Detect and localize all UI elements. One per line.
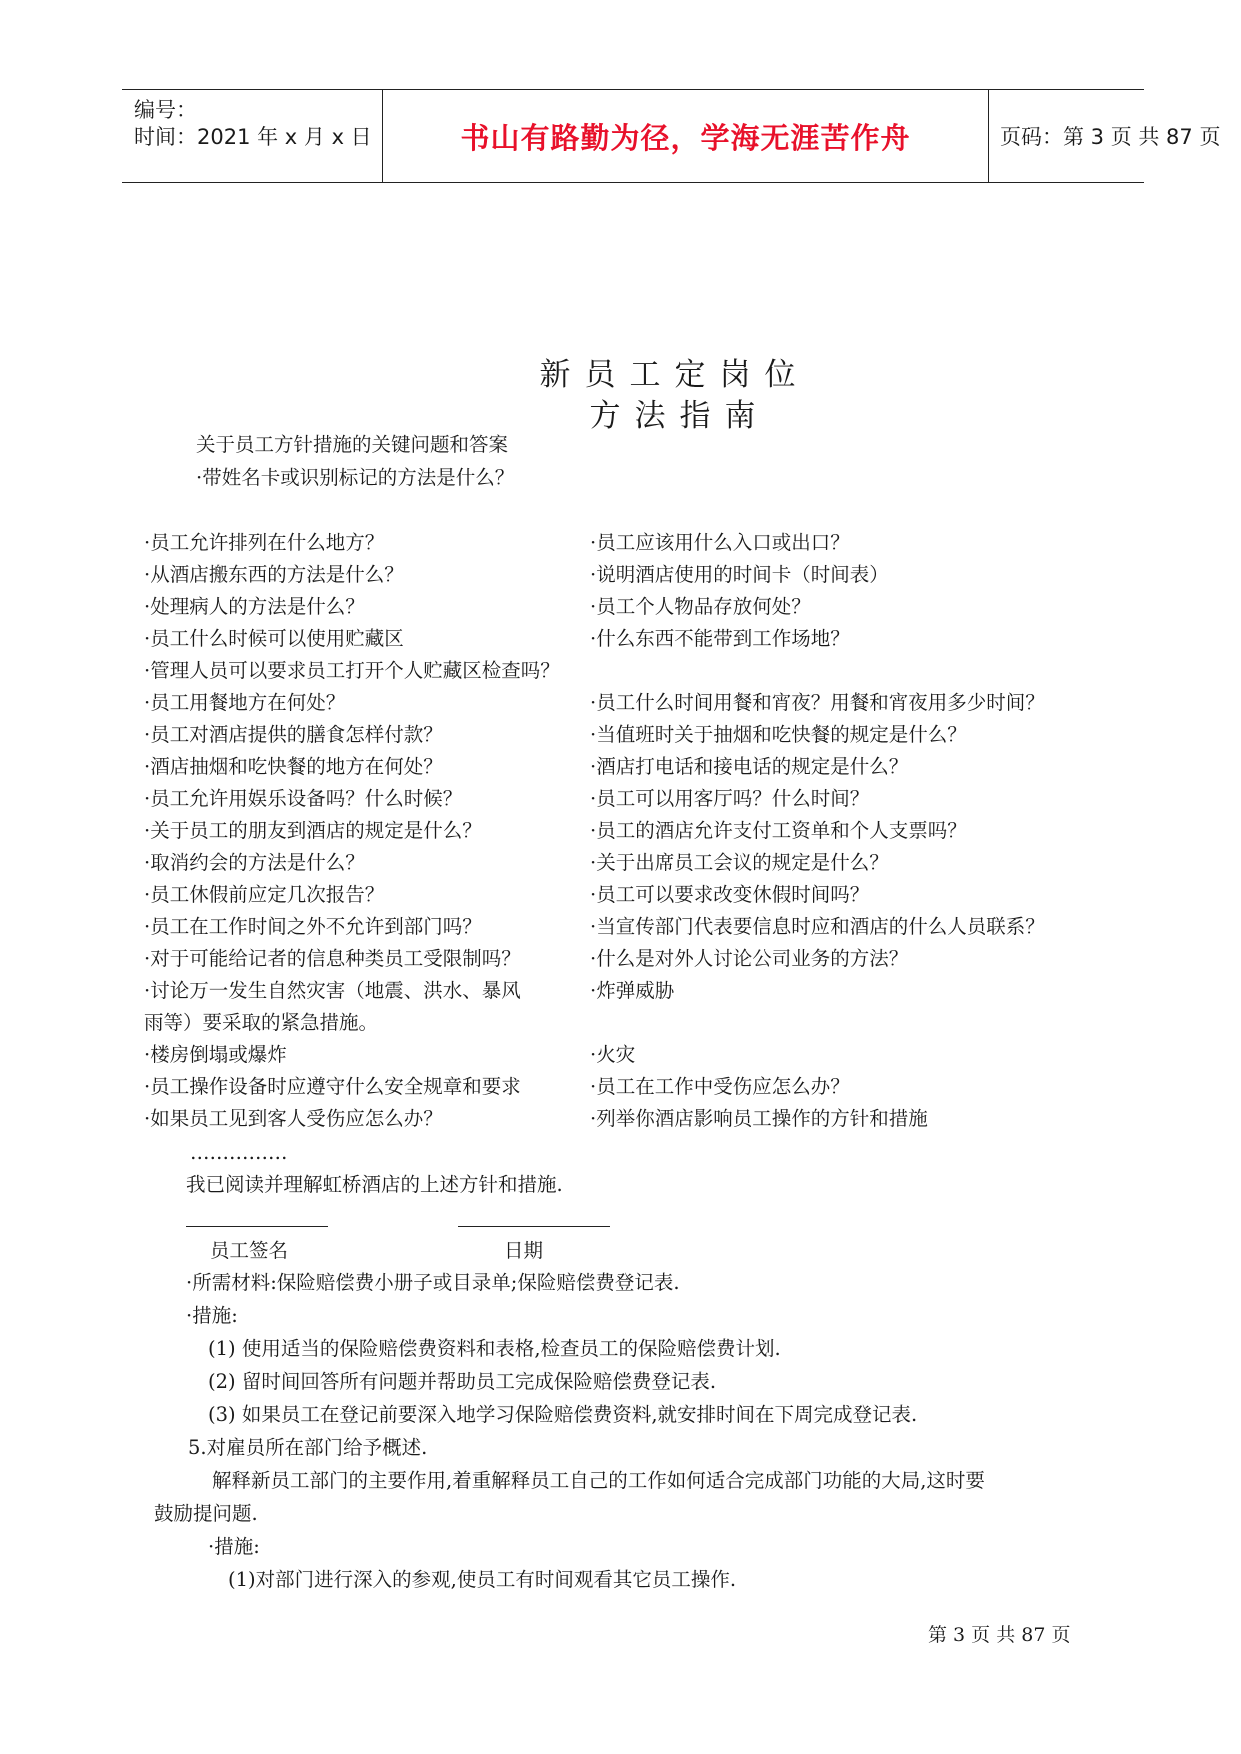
question-item: ·员工在工作时间之外不允许到部门吗？ bbox=[144, 915, 482, 938]
question-item: ·员工的酒店允许支付工资单和个人支票吗？ bbox=[590, 819, 967, 842]
question-item: ·如果员工见到客人受伤应怎么办？ bbox=[144, 1107, 443, 1130]
section5-measures-label: ·措施: bbox=[208, 1535, 260, 1558]
question-item: ·员工用餐地方在何处？ bbox=[144, 691, 346, 714]
employee-signature-line bbox=[186, 1226, 328, 1227]
question-item-continued: 雨等）要采取的紧急措施。 bbox=[144, 1011, 379, 1034]
question-item: ·员工允许排列在什么地方？ bbox=[144, 531, 385, 554]
question-item: ·什么是对外人讨论公司业务的方法？ bbox=[590, 947, 909, 970]
measure-item: (3) 如果员工在登记前要深入地学习保险赔偿费资料,就安排时间在下周完成登记表. bbox=[208, 1403, 918, 1426]
document-time-label: 时间：2021 年 x 月 x 日 bbox=[134, 125, 372, 149]
question-item: ·员工应该用什么入口或出口？ bbox=[590, 531, 850, 554]
question-item: ·酒店抽烟和吃快餐的地方在何处？ bbox=[144, 755, 443, 778]
section5-measure-item: (1)对部门进行深入的参观,使员工有时间观看其它员工操作. bbox=[228, 1568, 737, 1591]
header-page-code: 页码：第 3 页 共 87 页 bbox=[1000, 125, 1221, 149]
question-item: ·列举你酒店影响员工操作的方针和措施 bbox=[590, 1107, 928, 1130]
date-label: 日期 bbox=[504, 1239, 544, 1262]
question-item: ·讨论万一发生自然灾害（地震、洪水、暴风 bbox=[144, 979, 521, 1002]
question-item: ·员工可以用客厅吗？什么时间？ bbox=[590, 787, 870, 810]
question-item: ·员工什么时候可以使用贮藏区 bbox=[144, 627, 404, 650]
question-item: ·员工允许用娱乐设备吗？什么时候？ bbox=[144, 787, 463, 810]
question-item: ·员工可以要求改变休假时间吗？ bbox=[590, 883, 870, 906]
header-motto: 书山有路勤为径，学海无涯苦作舟 bbox=[460, 120, 911, 155]
question-item: ·取消约会的方法是什么？ bbox=[144, 851, 365, 874]
date-line bbox=[458, 1226, 610, 1227]
question-item: ·员工什么时间用餐和宵夜？用餐和宵夜用多少时间？ bbox=[590, 691, 1045, 714]
question-item: ·说明酒店使用的时间卡（时间表） bbox=[590, 563, 889, 586]
header-motto-cell bbox=[382, 90, 989, 182]
intro-heading: 关于员工方针措施的关键问题和答案 bbox=[196, 433, 509, 456]
question-item: ·炸弹威胁 bbox=[590, 979, 675, 1002]
question-item: ·关于员工的朋友到酒店的规定是什么？ bbox=[144, 819, 482, 842]
measure-item: (1) 使用适当的保险赔偿费资料和表格,检查员工的保险赔偿费计划. bbox=[208, 1337, 781, 1360]
section5-heading: 5.对雇员所在部门给予概述. bbox=[188, 1436, 428, 1459]
question-item: ·管理人员可以要求员工打开个人贮藏区检查吗？ bbox=[144, 659, 560, 682]
employee-signature-label: 员工签名 bbox=[210, 1239, 289, 1262]
question-item: ·处理病人的方法是什么？ bbox=[144, 595, 365, 618]
question-item: ·关于出席员工会议的规定是什么？ bbox=[590, 851, 889, 874]
question-item: ·员工休假前应定几次报告？ bbox=[144, 883, 385, 906]
ellipsis-dots: …………… bbox=[190, 1141, 288, 1164]
section5-paragraph-line1: 解释新员工部门的主要作用,着重解释员工自己的工作如何适合完成部门功能的大局,这时要 bbox=[212, 1469, 985, 1492]
intro-first-question: ·带姓名卡或识别标记的方法是什么？ bbox=[196, 466, 515, 489]
question-item: ·员工在工作中受伤应怎么办？ bbox=[590, 1075, 850, 1098]
document-number-label: 编号： bbox=[134, 98, 197, 122]
question-item: ·当值班时关于抽烟和吃快餐的规定是什么？ bbox=[590, 723, 967, 746]
question-item: ·员工操作设备时应遵守什么安全规章和要求 bbox=[144, 1075, 521, 1098]
page-footer: 第 3 页 共 87 页 bbox=[928, 1624, 1071, 1646]
question-item: ·对于可能给记者的信息种类员工受限制吗？ bbox=[144, 947, 521, 970]
question-item: ·当宣传部门代表要信息时应和酒店的什么人员联系？ bbox=[590, 915, 1045, 938]
question-item: ·从酒店搬东西的方法是什么？ bbox=[144, 563, 404, 586]
document-title-line1: 新员工定岗位 bbox=[539, 357, 810, 393]
acknowledgement-statement: 我已阅读并理解虹桥酒店的上述方针和措施. bbox=[186, 1173, 563, 1196]
materials-needed: ·所需材料:保险赔偿费小册子或目录单;保险赔偿费登记表. bbox=[186, 1271, 680, 1294]
measures-label: ·措施: bbox=[186, 1304, 238, 1327]
question-item: ·什么东西不能带到工作场地？ bbox=[590, 627, 850, 650]
section5-paragraph-line2: 鼓励提问题. bbox=[154, 1502, 258, 1525]
document-title-line2: 方法指南 bbox=[589, 398, 770, 434]
header-left-cell bbox=[122, 90, 382, 182]
page-header bbox=[122, 89, 1221, 183]
question-item: ·员工对酒店提供的膳食怎样付款？ bbox=[144, 723, 443, 746]
measure-item: (2) 留时间回答所有问题并帮助员工完成保险赔偿费登记表. bbox=[208, 1370, 717, 1393]
question-item: ·火灾 bbox=[590, 1043, 636, 1066]
question-item: ·员工个人物品存放何处？ bbox=[590, 595, 811, 618]
question-item: ·酒店打电话和接电话的规定是什么？ bbox=[590, 755, 909, 778]
question-item: ·楼房倒塌或爆炸 bbox=[144, 1043, 287, 1066]
